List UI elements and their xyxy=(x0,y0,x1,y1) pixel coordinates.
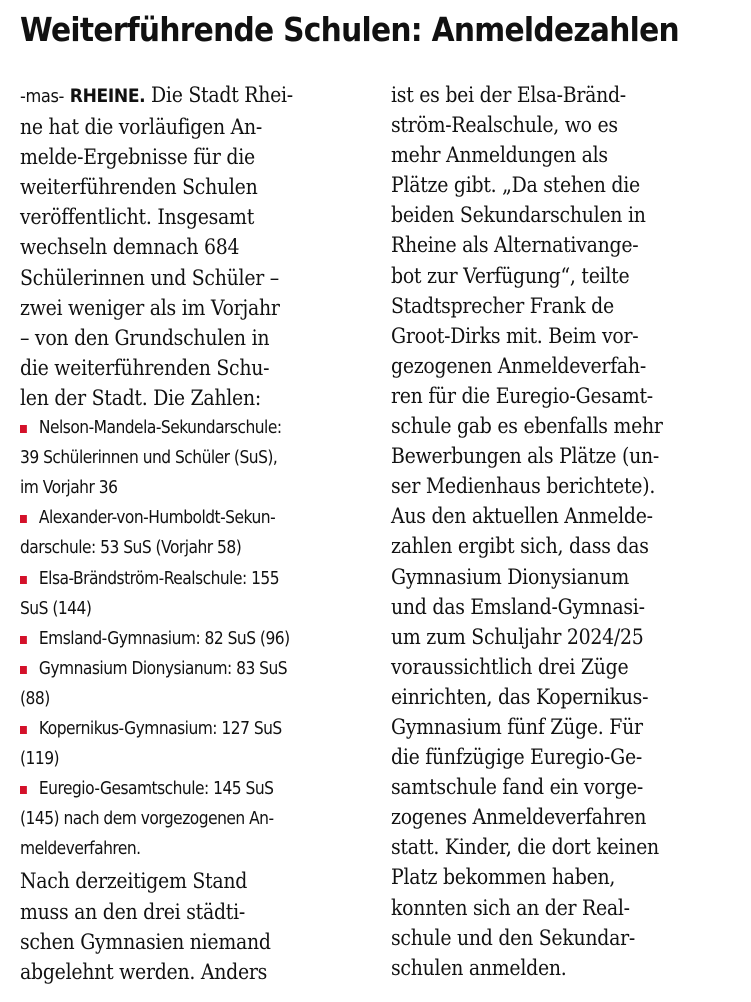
square-bullet-icon xyxy=(20,425,27,433)
body-line: ström-Realschule, wo es xyxy=(391,113,618,138)
headline: Weiterführende Schulen: Anmeldezahlen xyxy=(20,10,679,49)
body-line: Plätze gibt. „Da stehen die xyxy=(391,173,640,198)
square-bullet-icon xyxy=(20,576,27,584)
square-bullet-icon xyxy=(20,786,27,794)
square-bullet-icon xyxy=(20,726,27,734)
list-item-line: (88) xyxy=(20,687,50,709)
body-line: konnten sich an der Real- xyxy=(391,895,630,920)
body-line: die fünfzügige Euregio-Ge- xyxy=(391,745,642,770)
list-item-line: (119) xyxy=(20,748,60,770)
intro-line: – von den Grundschulen in xyxy=(20,325,270,350)
body-line: und das Emsland-Gymnasi- xyxy=(391,594,645,619)
author-kicker: -mas- xyxy=(20,86,65,107)
list-item xyxy=(20,413,368,503)
closing-paragraph-start xyxy=(20,866,368,986)
body-line: um zum Schuljahr 2024/25 xyxy=(391,624,644,649)
list-item xyxy=(20,714,368,774)
dateline: RHEINE. xyxy=(69,85,146,107)
intro-line: zwei weniger als im Vorjahr xyxy=(20,295,280,320)
list-item-line: SuS (144) xyxy=(20,597,92,619)
square-bullet-icon xyxy=(20,636,27,644)
list-item-line xyxy=(20,413,319,443)
list-item-text: Alexander-von-Humboldt-Sekun- xyxy=(38,507,276,529)
body-line: schule gab es ebenfalls mehr xyxy=(391,414,663,439)
list-item-line xyxy=(20,564,319,594)
list-item-text: Elsa-Brändström-Realschule: 155 xyxy=(38,567,280,589)
body-line: ser Medienhaus berichtete). xyxy=(391,474,656,499)
list-item xyxy=(20,624,368,654)
list-item-text: Kopernikus-Gymnasium: 127 SuS xyxy=(38,717,282,739)
square-bullet-icon xyxy=(20,515,27,523)
list-item-line: 39 Schülerinnen und Schüler (SuS), xyxy=(20,447,278,469)
body-line: einrichten, das Kopernikus- xyxy=(391,684,649,709)
article-column-right xyxy=(391,80,741,983)
body-line: schulen anmelden. xyxy=(391,955,567,980)
intro-line: Schülerinnen und Schüler – xyxy=(20,265,279,290)
body-line: beiden Sekundarschulen in xyxy=(391,203,646,228)
list-item xyxy=(20,564,368,624)
list-item xyxy=(20,503,368,563)
intro-first-line xyxy=(20,80,333,112)
article-column-left xyxy=(20,80,368,987)
body-line: ren für die Euregio-Gesamt- xyxy=(391,383,653,408)
intro-line: wechseln demnach 684 xyxy=(20,235,240,260)
body-line: voraussichtlich drei Züge xyxy=(391,654,629,679)
body-line: Bewerbungen als Plätze (un- xyxy=(391,444,659,469)
square-bullet-icon xyxy=(20,666,27,674)
list-item-line xyxy=(20,503,319,533)
intro-line: Die Stadt Rhei- xyxy=(151,83,293,107)
list-item-line xyxy=(20,654,319,684)
list-item-line xyxy=(20,624,319,654)
list-item-line: (145) nach dem vorgezogenen An- xyxy=(20,808,274,830)
list-item-text: Nelson-Mandela-Sekundarschule: xyxy=(38,417,282,439)
intro-line: die weiterführenden Schu- xyxy=(20,355,270,380)
list-item-text: Emsland-Gymnasium: 82 SuS (96) xyxy=(38,627,290,649)
body-line: muss an den drei städti- xyxy=(20,899,245,924)
body-line: schule und den Sekundar- xyxy=(391,925,636,950)
list-item-text: Gymnasium Dionysianum: 83 SuS xyxy=(38,657,288,679)
intro-line: weiterführenden Schulen xyxy=(20,175,258,200)
intro-line: veröffentlicht. Insgesamt xyxy=(20,205,255,230)
body-line: ist es bei der Elsa-Bränd- xyxy=(391,83,626,107)
body-line: Gymnasium fünf Züge. Für xyxy=(391,714,643,739)
body-line: bot zur Verfügung“, teilte xyxy=(391,263,630,288)
list-item-line: darschule: 53 SuS (Vorjahr 58) xyxy=(20,537,242,559)
body-line: Rheine als Alternativange- xyxy=(391,233,639,258)
body-line: zogenes Anmeldeverfahren xyxy=(391,805,647,830)
intro-line: melde-Ergebnisse für die xyxy=(20,145,255,170)
list-item xyxy=(20,774,368,864)
intro-paragraph xyxy=(20,80,368,413)
intro-line: ne hat die vorläufigen An- xyxy=(20,115,263,140)
enrollment-list xyxy=(20,413,368,864)
body-line: Platz bekommen haben, xyxy=(391,865,616,890)
body-line: samtschule fand ein vorge- xyxy=(391,775,644,800)
list-item-line: im Vorjahr 36 xyxy=(20,477,118,499)
body-line: mehr Anmeldungen als xyxy=(391,143,608,168)
list-item-line xyxy=(20,774,319,804)
list-item-text: Euregio-Gesamtschule: 145 SuS xyxy=(38,778,274,800)
right-column-paragraph xyxy=(391,80,741,983)
body-line: schen Gymnasien niemand xyxy=(20,929,271,954)
body-line: Nach derzeitigem Stand xyxy=(20,869,248,894)
list-item-line xyxy=(20,714,319,744)
intro-line: len der Stadt. Die Zahlen: xyxy=(20,385,261,410)
body-line: abgelehnt werden. Anders xyxy=(20,959,268,984)
body-line: Gymnasium Dionysianum xyxy=(391,564,630,589)
body-line: Aus den aktuellen Anmelde- xyxy=(391,504,653,529)
list-item xyxy=(20,654,368,714)
body-line: Groot-Dirks mit. Beim vor- xyxy=(391,323,639,348)
body-line: zahlen ergibt sich, dass das xyxy=(391,534,649,559)
body-line: Stadtsprecher Frank de xyxy=(391,293,614,318)
body-line: gezogenen Anmeldeverfah- xyxy=(391,353,646,378)
list-item-line: meldeverfahren. xyxy=(20,838,141,860)
body-line: statt. Kinder, die dort keinen xyxy=(391,835,659,860)
